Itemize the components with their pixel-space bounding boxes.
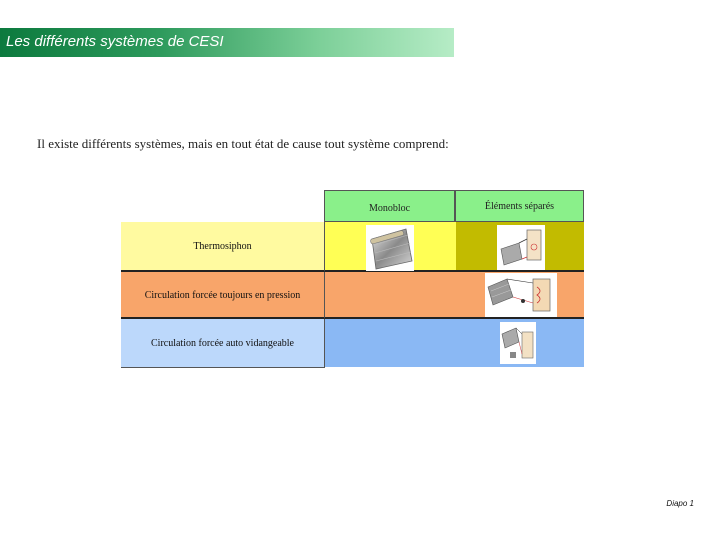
- monobloc-collector-image: [366, 225, 414, 271]
- cell-vidangeable-monobloc: [325, 319, 456, 367]
- intro-text: Il existe différents systèmes, mais en tout état de cause tout système comprend:: [37, 136, 449, 151]
- slide-number: Diapo 1: [666, 499, 694, 508]
- pression-diagram-image: [485, 273, 557, 317]
- collector-icon: [366, 225, 414, 271]
- slide-title: Les différents systèmes de CESI: [6, 33, 224, 50]
- cell-pression-separes: [456, 272, 584, 319]
- row-label-text: Circulation forcée toujours en pression: [144, 290, 301, 301]
- row-label-circulation-vidangeable: [121, 319, 325, 368]
- title-bar: [0, 28, 454, 57]
- vidangeable-diagram-image: [500, 322, 536, 364]
- pression-diagram-icon: [485, 273, 557, 317]
- cell-thermosiphon-monobloc: [325, 222, 456, 272]
- row-label-text: Thermosiphon: [193, 241, 252, 252]
- row-label-text: Circulation forcée auto vidangeable: [151, 338, 294, 349]
- row-label-thermosiphon: [121, 222, 325, 272]
- header-monobloc-label: Monobloc: [368, 203, 411, 214]
- thermosiphon-diagram-icon: [497, 225, 545, 270]
- cell-pression-monobloc: [325, 272, 456, 319]
- cell-thermosiphon-separes: [456, 222, 584, 272]
- row-label-circulation-pression: [121, 272, 325, 319]
- header-elements-separes: [455, 190, 584, 222]
- header-elements-separes-label: Éléments séparés: [484, 201, 555, 212]
- header-monobloc: [324, 190, 455, 222]
- vidangeable-diagram-icon: [500, 322, 536, 364]
- cell-vidangeable-separes: [456, 319, 584, 367]
- thermosiphon-diagram-image: [497, 225, 545, 270]
